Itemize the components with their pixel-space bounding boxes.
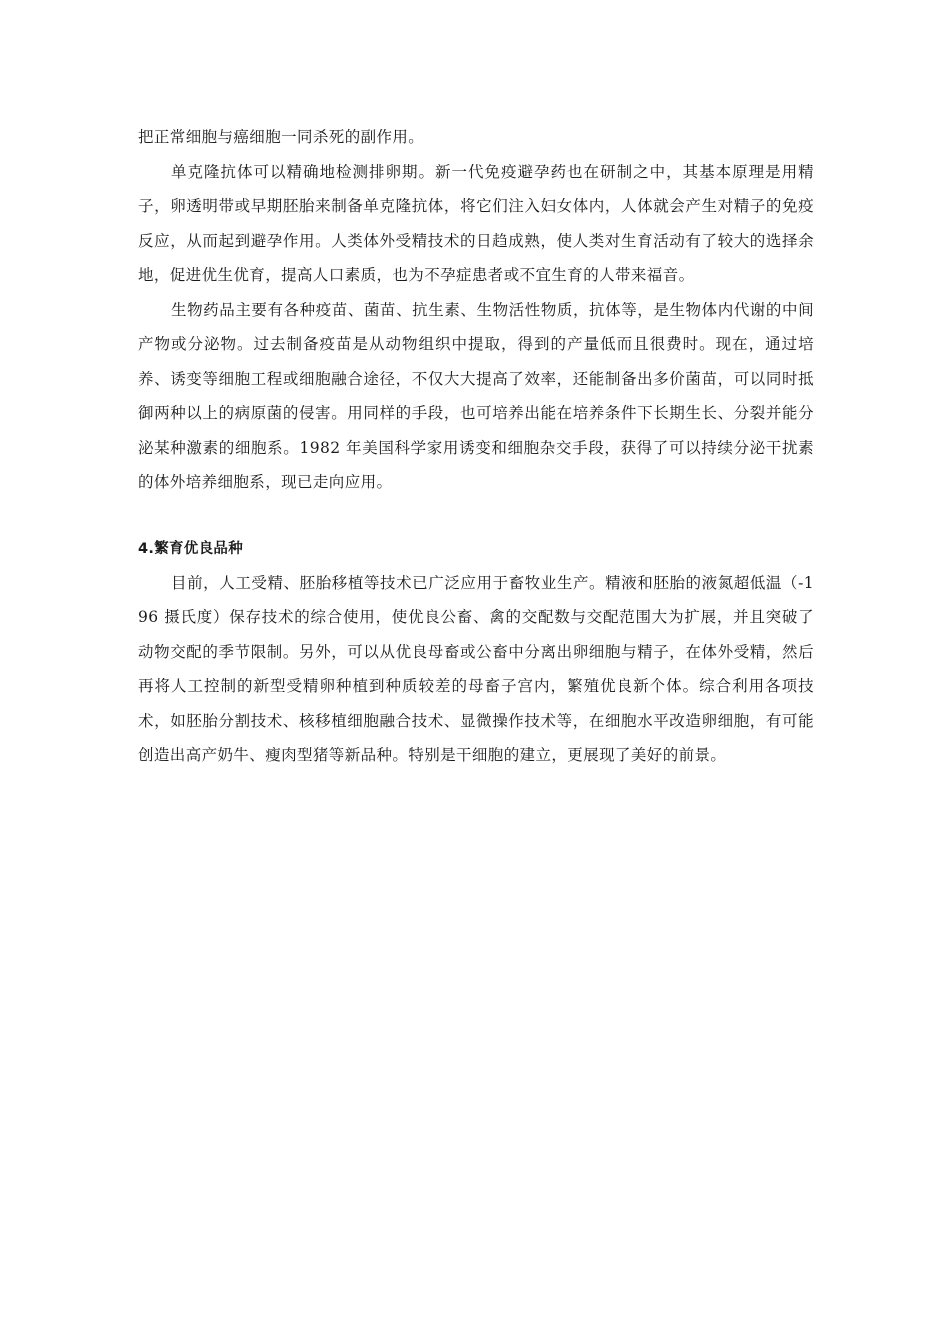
document-body [138, 120, 814, 773]
section-heading: 4.繁育优良品种 [138, 540, 243, 557]
paragraph-continuation: 把正常细胞与癌细胞一同杀死的副作用。 [138, 128, 425, 146]
paragraph-biological-drugs: 生物药品主要有各种疫苗、菌苗、抗生素、生物活性物质，抗体等，是生物体内代谢的中间产物或分泌物。过去制备疫苗是从动物组织中提取，得到的产量低而且很费时。现在，通过培养、诱变等细胞工程或细胞融合途径，不仅大大提高了效率，还能制备出多价菌苗，可以同时抵御两种以上的病原菌的侵害。用同样的手段，也可培养出能在培养条件下长期生长、分裂并能分泌某种激素的细胞系。1982 年美国科学家用诱变和细胞杂交手段，获得了可以持续分泌干扰素的体外培养细胞系，现已走向应用。 [138, 300, 814, 491]
paragraph-monoclonal-antibody: 单克隆抗体可以精确地检测排卵期。新一代免疫避孕药也在研制之中，其基本原理是用精子，卵透明带或早期胚胎来制备单克隆抗体，将它们注入妇女体内，人体就会产生对精子的免疫反应，从而起到避孕作用。人类体外受精技术的日趋成熟，使人类对生育活动有了较大的选择余地，促进优生优育，提高人口素质，也为不孕症患者或不宜生育的人带来福音。 [138, 162, 814, 284]
paragraph-breeding: 目前，人工受精、胚胎移植等技术已广泛应用于畜牧业生产。精液和胚胎的液氮超低温（-196 摄氏度）保存技术的综合使用，使优良公畜、禽的交配数与交配范围大为扩展，并且突破了动物交配的季节限制。另外，可以从优良母畜或公畜中分离出卵细胞与精子，在体外受精，然后再将人工控制的新型受精卵种植到种质较差的母畜子宫内，繁殖优良新个体。综合利用各项技术，如胚胎分割技术、核移植细胞融合技术、显微操作技术等，在细胞水平改造卵细胞，有可能创造出高产奶牛、瘦肉型猪等新品种。特别是干细胞的建立，更展现了美好的前景。 [138, 573, 814, 764]
